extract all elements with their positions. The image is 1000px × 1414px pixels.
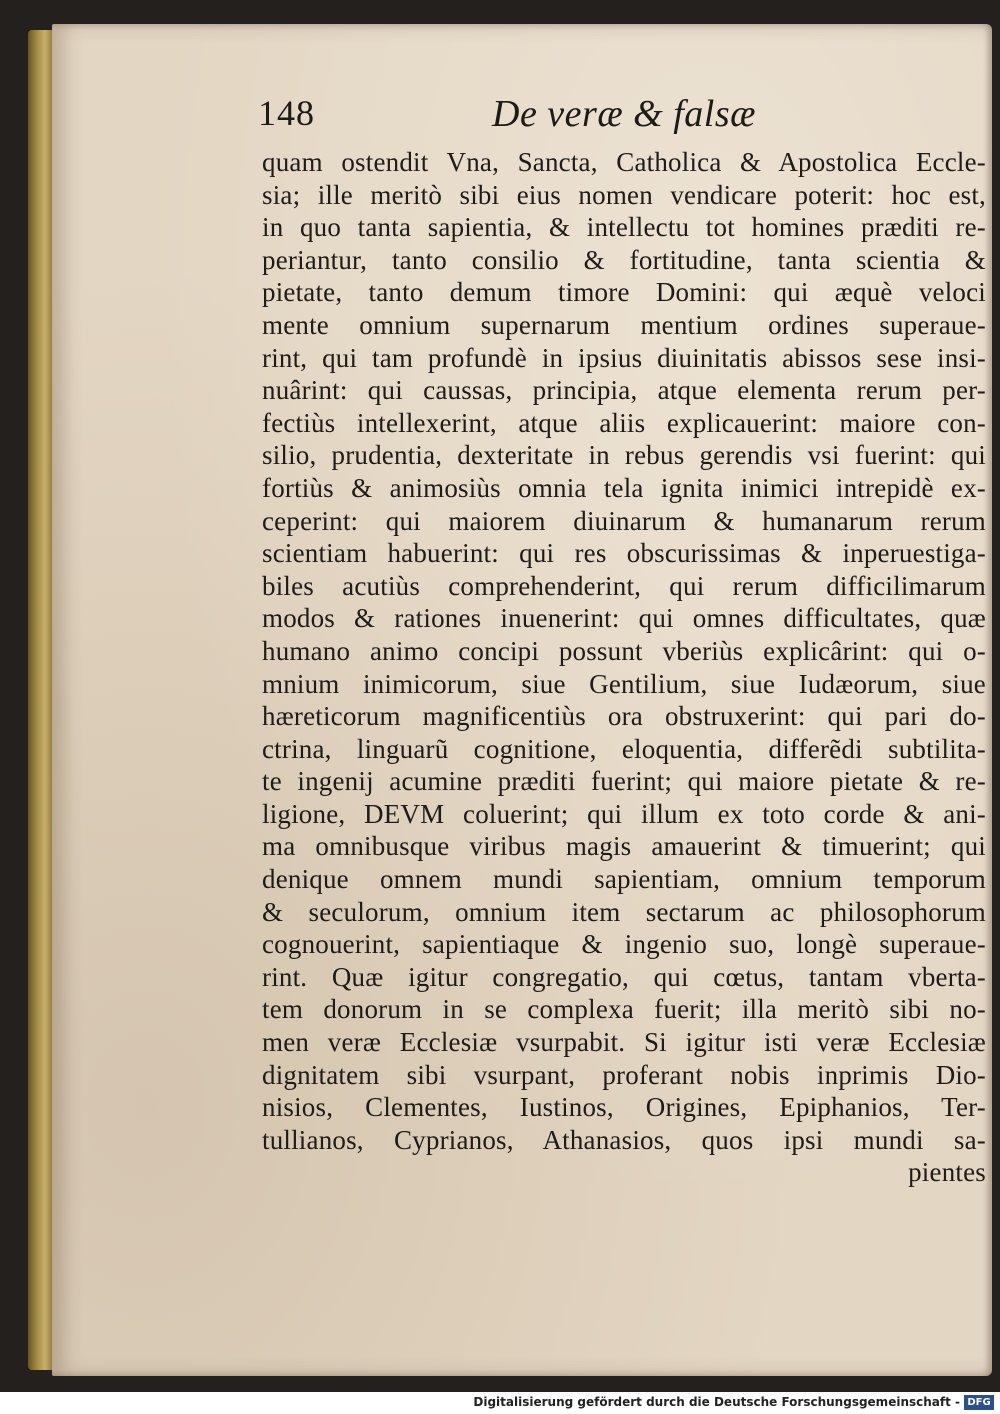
text-line: cognouerint, sapientiaque & ingenio suo, longè superaue- [262, 929, 986, 960]
text-line: rint, qui tam profundè in ipsius diuinitatis abissos sese insi- [262, 342, 986, 373]
text-line: & seculorum, omnium item sectarum ac philosophorum [262, 896, 986, 927]
footer-credit: Digitalisierung gefördert durch die Deutsche Forschungsgemeinschaft - [473, 1395, 960, 1409]
text-line: pietate, tanto demum timore Domini: qui æquè veloci [262, 277, 986, 308]
text-line: ma omnibusque viribus magis amauerint & timuerint; qui [262, 831, 986, 862]
text-line: nisios, Clementes, Iustinos, Origines, Epiphanios, Ter- [262, 1092, 986, 1123]
text-line: hæreticorum magnificentiùs ora obstruxerint: qui pari do- [262, 701, 986, 732]
text-line: te ingenij acumine præditi fuerint; qui maiore pietate & re- [262, 766, 986, 797]
text-line: fortiùs & animosiùs omnia tela ignita inimici intrepidè ex- [262, 472, 986, 503]
text-line: scientiam habuerint: qui res obscurissimas & inperuestiga- [262, 538, 986, 569]
text-line: fectiùs intellexerint, atque aliis explicauerint: maiore con- [262, 407, 986, 438]
text-line: mnium inimicorum, siue Gentilium, siue Iudæorum, siue [262, 668, 986, 699]
running-head: De veræ & falsæ [492, 93, 756, 135]
page-number: 148 [258, 93, 315, 133]
text-line: nuârint: qui caussas, principia, atque elementa rerum per- [262, 375, 986, 406]
text-line: ligione, DEVM coluerint; qui illum ex toto corde & ani- [262, 798, 986, 829]
text-line: mente omnium supernarum mentium ordines superaue- [262, 309, 986, 340]
text-line: humano animo concipi possunt vberiùs explicârint: qui o- [262, 635, 986, 666]
dfg-logo[interactable]: DFG [964, 1395, 994, 1410]
text-line: ctrina, linguarũ cognitione, eloquentia, differẽdi subtilita- [262, 733, 986, 764]
text-line: silio, prudentia, dexteritate in rebus gerendis vsi fuerint: qui [262, 440, 986, 471]
text-line: denique omnem mundi sapientiam, omnium temporum [262, 864, 986, 895]
text-line: sia; ille meritò sibi eius nomen vendicare poterit: hoc est, [262, 179, 986, 210]
text-line: ceperint: qui maiorem diuinarum & humanarum rerum [262, 505, 986, 536]
text-line: tem donorum in se complexa fuerit; illa meritò sibi no- [262, 994, 986, 1025]
text-line: periantur, tanto consilio & fortitudine, tanta scientia & [262, 244, 986, 275]
digitization-footer [0, 1392, 1000, 1414]
text-line: dignitatem sibi vsurpant, proferant nobis inprimis Dio- [262, 1059, 986, 1090]
text-line: tullianos, Cyprianos, Athanasios, quos ipsi mundi sa- [262, 1124, 986, 1155]
text-line: pientes [908, 1157, 986, 1188]
text-line: quam ostendit Vna, Sancta, Catholica & Apostolica Eccle- [262, 147, 986, 177]
text-line: in quo tanta sapientia, & intellectu tot homines præditi re- [262, 212, 986, 243]
text-line: modos & rationes inuenerint: qui omnes difficultates, quæ [262, 603, 986, 634]
text-line: biles acutiùs comprehenderint, qui rerum difficilimarum [262, 570, 986, 601]
text-line: men veræ Ecclesiæ vsurpabit. Si igitur isti veræ Ecclesiæ [262, 1027, 986, 1058]
body-text [262, 146, 986, 1189]
text-line: rint. Quæ igitur congregatio, qui cœtus, tantam vberta- [262, 961, 986, 992]
